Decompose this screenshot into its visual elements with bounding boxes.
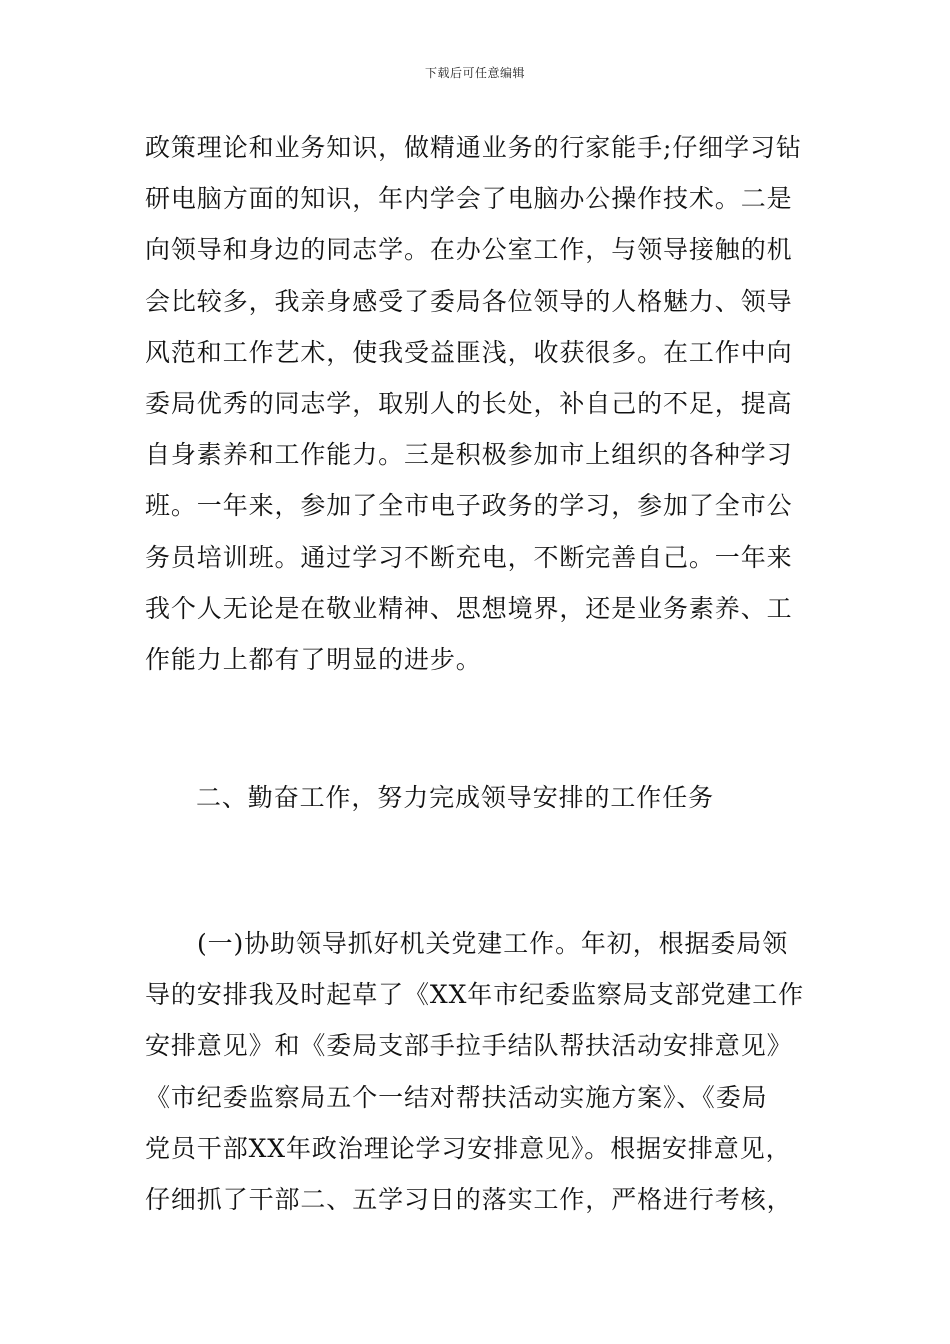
paragraph-line: 我个人无论是在敬业精神、思想境界，还是业务素养、工 (145, 593, 793, 623)
paragraph-line: 班。一年来，参加了全市电子政务的学习，参加了全市公 (145, 491, 793, 521)
paragraph-line: 政策理论和业务知识，做精通业务的行家能手;仔细学习钻 (145, 133, 802, 162)
paragraph-line: 研电脑方面的知识，年内学会了电脑办公操作技术。二是 (145, 184, 793, 214)
paragraph-line: (一)协助领导抓好机关党建工作。年初，根据委局领 (197, 929, 789, 958)
page-header: 下载后可任意编辑 (424, 66, 525, 80)
paragraph-line: 安排意见》和《委局支部手拉手结队帮扶活动安排意见》 (145, 1031, 793, 1061)
paragraph-line: 向领导和身边的同志学。在办公室工作，与领导接触的机 (145, 235, 793, 265)
paragraph-line: 导的安排我及时起草了《XX年市纪委监察局支部党建工作 (145, 980, 804, 1010)
paragraph-line: 务员培训班。通过学习不断充电，不断完善自己。一年来 (145, 542, 793, 572)
paragraph-line: 党员干部XX年政治理论学习安排意见》。根据安排意见， (145, 1133, 792, 1163)
paragraph-line: 自身素养和工作能力。三是积极参加市上组织的各种学习 (145, 440, 793, 470)
paragraph-party-building (145, 918, 809, 1225)
paragraph-line: 会比较多，我亲身感受了委局各位领导的人格魅力、领导 (145, 286, 793, 316)
paragraph-line: 《市纪委监察局五个一结对帮扶活动实施方案》、《委局 (145, 1082, 768, 1112)
paragraph-line: 作能力上都有了明显的进步。 (145, 644, 482, 674)
paragraph-study (145, 122, 809, 685)
paragraph-line: 仔细抓了干部二、五学习日的落实工作，严格进行考核， (145, 1184, 793, 1214)
paragraph-line: 委局优秀的同志学，取别人的长处，补自己的不足，提高 (145, 388, 793, 418)
paragraph-line: 风范和工作艺术，使我受益匪浅，收获很多。在工作中向 (145, 337, 793, 367)
section-heading: 二、勤奋工作，努力完成领导安排的工作任务 (196, 783, 715, 812)
